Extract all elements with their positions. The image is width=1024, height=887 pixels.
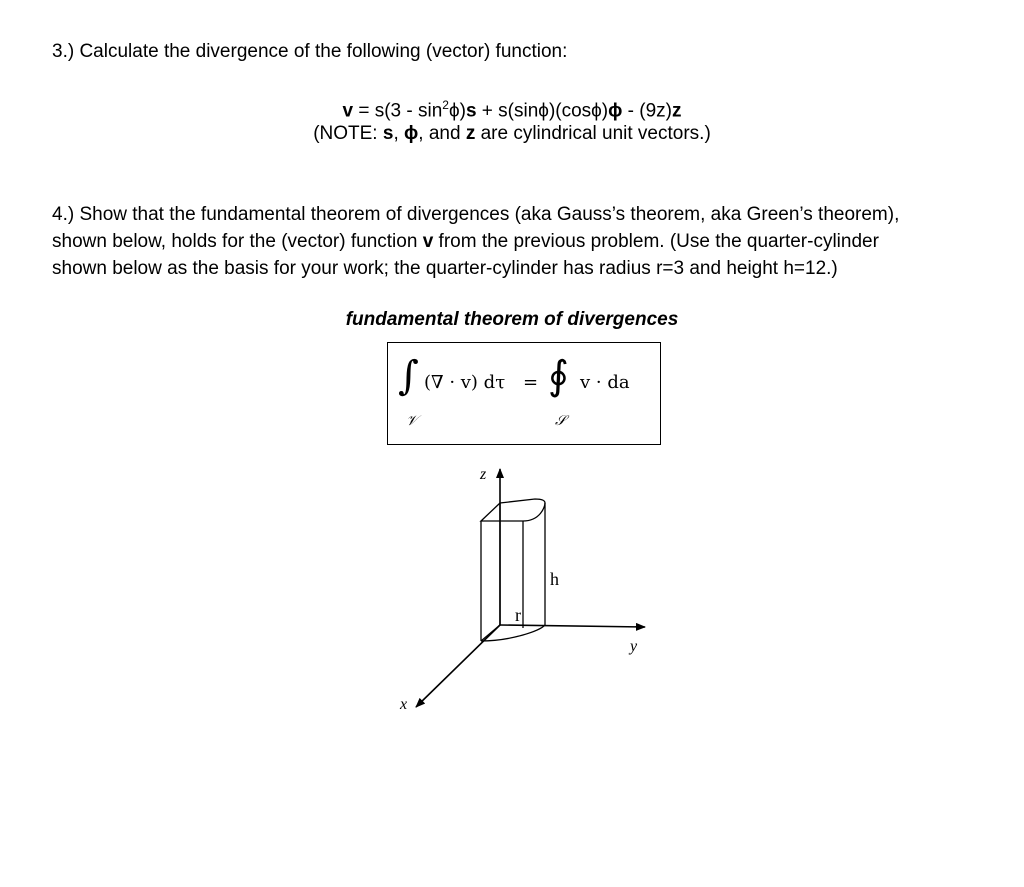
eq-part-4: - (9z)	[622, 100, 672, 122]
eq-part-2: ϕ)	[448, 100, 466, 122]
axis-y-label: y	[630, 638, 638, 655]
quarter-cylinder	[481, 499, 545, 641]
rhs-integrand: v · da	[580, 372, 630, 393]
surface-subscript: 𝒮	[555, 413, 566, 429]
note-sep1: ,	[393, 123, 405, 144]
unit-vector-note	[0, 120, 1024, 147]
problem4-line2-a: shown below, holds for the (vector) function	[52, 231, 423, 252]
axis-z-label: z	[480, 466, 487, 483]
problem4-line1: 4.) Show that the fundamental theorem of divergences (aka Gauss’s theorem, aka Green’s theorem),	[52, 204, 900, 225]
height-label: h	[550, 569, 559, 589]
surface-integral-sign: ∮	[548, 353, 569, 399]
note-open: (NOTE:	[313, 123, 383, 144]
equals-sign: =	[523, 372, 539, 393]
problem4-line2-v: v	[422, 231, 434, 252]
problem4-line3: shown below as the basis for your work; the quarter-cylinder has radius r=3 and height h=12.)	[52, 258, 838, 279]
volume-integral-sign: ∫	[398, 353, 419, 399]
problem4-line2-b: from the previous problem. (Use the quarter-cylinder	[433, 231, 879, 252]
note-phi: ϕ	[404, 123, 419, 144]
y-axis	[500, 625, 645, 627]
problem4-line2	[52, 228, 879, 255]
eq-part-3: + s(sinϕ)(cosϕ)	[476, 100, 609, 122]
problem3-heading: 3.) Calculate the divergence of the following (vector) function:	[52, 41, 568, 62]
eq-part-1: = s(3 - sin	[353, 100, 443, 122]
eq-phi-unit: ϕ	[608, 100, 623, 122]
x-axis	[416, 625, 500, 707]
eq-z-unit: z	[672, 100, 682, 122]
radius-label: r	[515, 605, 521, 625]
note-z: z	[465, 123, 476, 144]
theorem-title: fundamental theorem of divergences	[345, 309, 679, 330]
note-sep2: , and	[418, 123, 466, 144]
volume-subscript: 𝒱	[406, 413, 418, 429]
quarter-cylinder-diagram	[380, 455, 670, 725]
eq-v: v	[342, 100, 354, 122]
theorem-formula-box	[387, 342, 661, 445]
eq-sup: 2	[442, 98, 449, 112]
note-close: are cylindrical unit vectors.)	[475, 123, 711, 144]
eq-s-unit: s	[465, 100, 477, 122]
axis-x-label: x	[400, 696, 408, 713]
lhs-integrand: (∇ · v) dτ	[424, 372, 506, 393]
note-s: s	[382, 123, 394, 144]
